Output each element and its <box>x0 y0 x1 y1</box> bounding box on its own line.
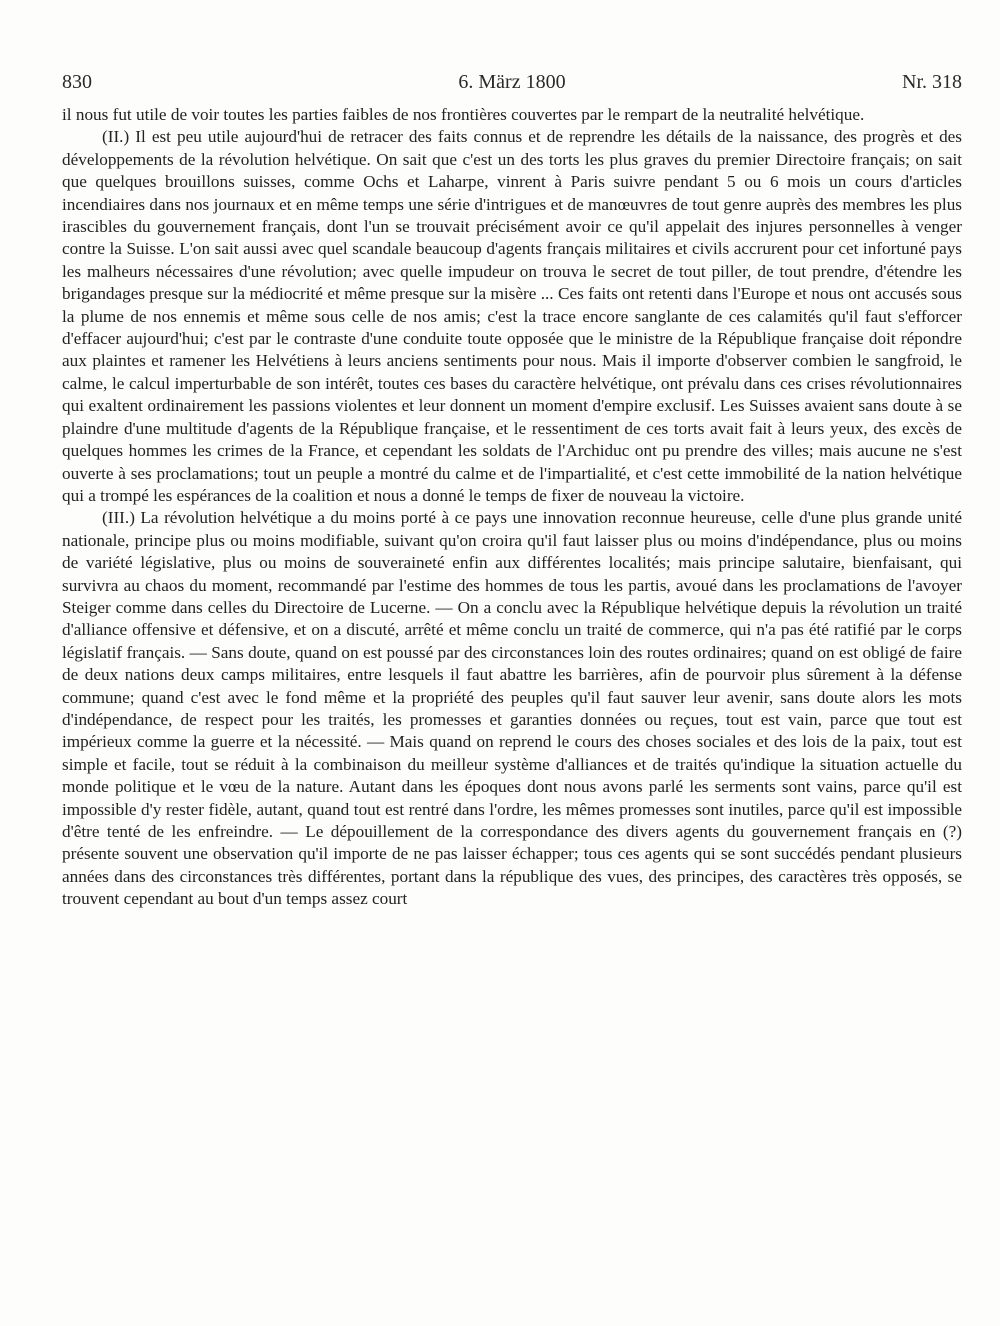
document-page <box>62 68 962 911</box>
paragraph-continuation: il nous fut utile de voir toutes les parties faibles de nos frontières couvertes par le rempart de la neutralité helvétique. <box>62 105 865 124</box>
running-header <box>62 68 962 96</box>
body-text <box>62 104 962 911</box>
document-number: Nr. 318 <box>902 71 962 93</box>
paragraph-section-iii: (III.) La révolution helvétique a du moins porté à ce pays une innovation reconnue heureuse, celle d'une plus grande unité nationale, principe plus ou moins modifiable, suivant qu'on croira qu'il faut laisser plus ou moins d'indépendance, plus ou moins de variété législative, plus ou moins de souveraineté enfin aux différentes localités; mais principe salutaire, bienfaisant, qui survivra au chaos du moment, recommandé par l'estime des hommes de tous les partis, avoué dans les proclamations de l'avoyer Steiger comme dans celles du Directoire de Lucerne. — On a conclu avec la République helvétique depuis la révolution un traité d'alliance offensive et défensive, et on a discuté, arrêté et même conclu un traité de commerce, qui n'a pas été ratifié par le corps législatif français. — Sans doute, quand on est poussé par des circonstances loin des routes ordinaires; quand on est obligé de faire de deux nations deux camps militaires, entre lesquels il faut abattre les barrières, afin de pourvoir plus sûrement à la défense commune; quand c'est avec le fond même et la propriété des peuples qu'il faut sauver leur avenir, sans doute alors les mots d'indépendance, de respect pour les traités, les promesses et garanties données ou reçues, tout est vain, parce que tout est impérieux comme la guerre et la nécessité. — Mais quand on reprend le cours des choses sociales et des lois de la paix, tout est simple et facile, tout se réduit à la combinaison du meilleur système d'alliances et de traités qu'indique la situation actuelle du monde politique et le vœu de la nature. Autant dans les époques dont nous avons parlé les serments sont vains, parce qu'il est impossible d'y rester fidèle, autant, quand tout est rentré dans l'ordre, les mêmes promesses sont inutiles, parce qu'il est impossible d'être tenté de les enfreindre. — Le dépouillement de la correspondance des divers agents du gouvernement français en (?) présente souvent une observation qu'il importe de ne pas laisser échapper; tous ces agents qui se sont succédés pendant plusieurs années dans des circonstances très différentes, portant dans la république des vues, des principes, des caractères très opposés, se trouvent cependant au bout d'un temps assez court <box>62 508 962 909</box>
paragraph-section-ii: (II.) Il est peu utile aujourd'hui de retracer des faits connus et de reprendre les détails de la naissance, des progrès et des développements de la révolution helvétique. On sait que c'est un des torts les plus graves du premier Directoire français; on sait que quelques brouillons suisses, comme Ochs et Laharpe, vinrent à Paris suivre pendant 5 ou 6 mois un cours d'articles incendiaires dans nos journaux et en même temps une série d'intrigues et de manœuvres de tout genre auprès des membres les plus irascibles du gouvernement français, dont l'un se trouvait précisément avoir ce qu'il appelait des injures personnelles à venger contre la Suisse. L'on sait aussi avec quel scandale beaucoup d'agents français militaires et civils accrurent pour cet infortuné pays les malheurs nécessaires d'une révolution; avec quelle impudeur on trouva le secret de tout piller, de tout prendre, d'étendre les brigandages presque sur la médiocrité et même presque sur la misère ... Ces faits ont retenti dans l'Europe et nous ont accusés sous la plume de nos ennemis et même sous celle de nos amis; c'est la trace encore sanglante de ces calamités qu'il faut s'efforcer d'effacer aujourd'hui; c'est par le contraste d'une conduite toute opposée que le ministre de la République française doit répondre aux plaintes et ramener les Helvétiens à leurs anciens sentiments pour nous. Mais il importe d'observer combien le sangfroid, le calme, le calcul imperturbable de son intérêt, toutes ces bases du caractère helvétique, ont prévalu dans ces crises révolutionnaires qui exaltent ordinairement les passions violentes et leur donnent un moment d'empire exclusif. Les Suisses avaient sans doute à se plaindre d'une multitude d'agents de la République française, et le ressentiment de ces torts avait fait à leurs yeux, des excès de quelques hommes les crimes de la France, et cependant les soldats de l'Archiduc ont pu prendre des villes; mais aucune ne s'est ouverte à ses proclamations; tout un peuple a montré du calme et de l'impartialité, et c'est cette immobilité de la nation helvétique qui a trompé les espérances de la coalition et nous a donné le temps de fixer de nouveau la victoire. <box>62 127 962 505</box>
header-date: 6. März 1800 <box>458 71 566 93</box>
page-number: 830 <box>62 71 92 93</box>
